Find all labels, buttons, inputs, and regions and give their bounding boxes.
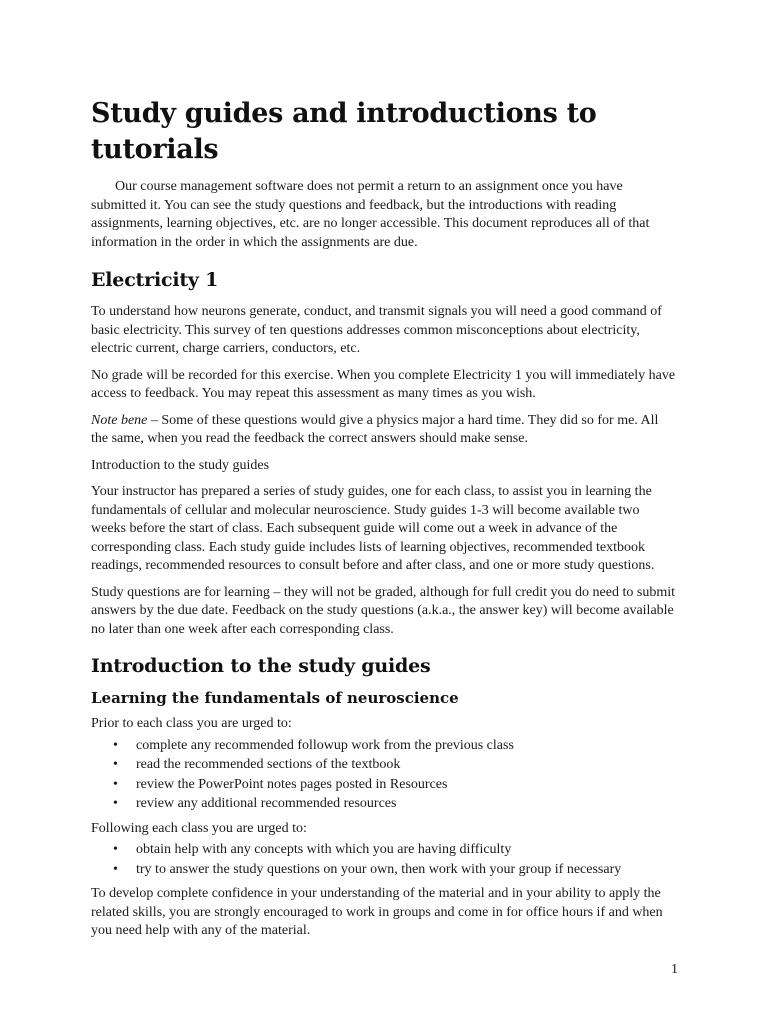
bullet-icon: •	[113, 737, 118, 753]
bullet-icon: •	[113, 757, 118, 772]
study-guides-intro-label: Introduction to the study guides	[91, 457, 270, 473]
electricity-paragraph-1: To understand how neurons generate, conduct, and transmit signals you will need a good command of basic electricity. This survey of ten questions addresses common misconceptions about electricity, electric current, charge carriers, conductors, etc.	[91, 304, 662, 356]
document-title: Study guides and introductions to tutorials	[91, 98, 597, 165]
following-list	[91, 840, 676, 879]
list-item: • obtain help with any concepts with which you are having difficulty	[91, 840, 676, 860]
list-item: • try to answer the study questions on your own, then work with your group if necessary	[91, 860, 676, 880]
list-item: • read the recommended sections of the textbook	[91, 755, 676, 775]
bullet-icon: •	[113, 842, 118, 857]
intro-paragraph: Our course management software does not permit a return to an assignment once you have submitted it. You can see the study questions and feedback, but the introductions with reading assignments, learning objectives, etc. are no longer accessible. This document reproduces all of that information in the order in which the assignments are due.	[91, 179, 650, 250]
closing-paragraph: To develop complete confidence in your understanding of the material and in your ability to apply the related skills, you are strongly encouraged to work in groups and come in for office hours if and when you need help with any of the material.	[91, 886, 663, 938]
note-paragraph	[91, 412, 676, 449]
bullet-icon: •	[113, 796, 118, 811]
study-guides-heading: Introduction to the study guides	[91, 655, 431, 677]
note-label: Note bene	[91, 412, 148, 428]
list-item: • review any additional recommended resources	[91, 794, 676, 814]
following-label: Following each class you are urged to:	[91, 820, 307, 836]
electricity-paragraph-4: Study questions are for learning – they will not be graded, although for full credit you do need to submit answers by the due date. Feedback on the study questions (a.k.a., the answer key) will become available no later than one week after each corresponding class.	[91, 584, 675, 637]
electricity-paragraph-3: Your instructor has prepared a series of study guides, one for each class, to assist you in learning the fundamentals of cellular and molecular neuroscience. Study guides 1-3 will become available two weeks before the start of class. Each subsequent guide will come out a week in advance of the corresponding class. Each study guide includes lists of learning objectives, recommended textbook readings, recommended resources to consult before and after class, and one or more study questions.	[91, 484, 655, 573]
fundamentals-subheading: Learning the fundamentals of neuroscience	[91, 689, 459, 707]
list-item: • complete any recommended followup work from the previous class	[91, 736, 676, 756]
prior-label: Prior to each class you are urged to:	[91, 716, 292, 731]
list-item: • review the PowerPoint notes pages posted in Resources	[91, 775, 676, 795]
bullet-icon: •	[113, 861, 118, 877]
note-text: – Some of these questions would give a physics major a hard time. They did so for me. All the same, when you read the feedback the correct answers should make sense.	[91, 412, 659, 446]
electricity-heading: Electricity 1	[91, 269, 219, 291]
bullet-icon: •	[113, 776, 118, 792]
page-number: 1	[671, 962, 678, 977]
prior-list	[91, 736, 676, 814]
electricity-paragraph-2: No grade will be recorded for this exercise. When you complete Electricity 1 you will immediately have access to feedback. You may repeat this assessment as many times as you wish.	[91, 367, 676, 401]
